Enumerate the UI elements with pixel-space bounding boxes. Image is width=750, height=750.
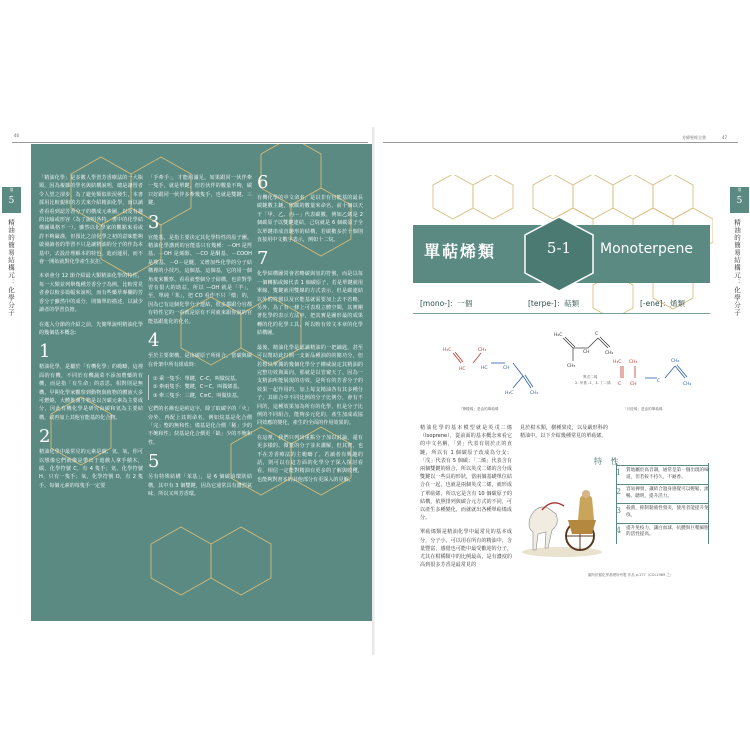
- section-text: 化學結構圖常會省略碳與氫的符號，而是以每一個轉點或線代表 1 個碳原子，若是單鍵就用單線，雙鍵就用雙線的方式表示，但是碳連結以外的符號以及官能基就需要加上去不省略，另外，為了有一條上可表現立體空間，其實剛著化學的表示方法中，把其實是圖形最的成果轉的化的化學工具，所以較有效文本章的化學結構圖。: [257, 271, 363, 337]
- list-item: ③ 牽三隻手：三鍵，C≡C，叫做炔基。: [153, 392, 242, 399]
- top-rule: [383, 142, 738, 143]
- svg-text:CH₂: CH₂: [605, 351, 614, 356]
- feature-text: 容易揮發，讓結合過身感覺可以輕鬆、流暢、聰明，提升活力。: [626, 487, 709, 499]
- feature-text: 提升免疫力，讓白血球，抗體與巨噬細胞的活性提高。: [626, 525, 709, 538]
- svg-text:CH₃: CH₃: [478, 348, 487, 353]
- feature-number: 2: [616, 487, 622, 497]
- section-number: 2: [39, 426, 51, 448]
- svg-text:CH: CH: [630, 382, 637, 387]
- chapter-side-title: 精油的簡易結構元：化學分子: [733, 219, 741, 317]
- feature-text: 質地屬於高音調，通常是第一個出現的味道，但若較不持久，不耐香。: [626, 468, 709, 480]
- feature-number: 4: [616, 525, 622, 535]
- body-text-column-2: [520, 424, 608, 440]
- svg-text:CH₂: CH₂: [683, 382, 692, 387]
- feature-number: 3: [616, 506, 622, 516]
- svg-text:H₃C: H₃C: [443, 348, 452, 353]
- svg-text:「檸檬烯」是由的單萜烯: 「檸檬烯」是由的單萜烯: [459, 407, 499, 411]
- paragraph: 最後，精油化學是認識精油的一把鑰匙，甚至可以幫助此打開一支新品種油的的簡功分，但若想以單獨的幾個化學分子權威說定其精油的完整功效與面向，那就是以管窺天了。因為一支精油所能展現的功效，是所有的芳香分子的效果一起作用的，加上每支精油各有其多種分子，其組合中不同比例的分子比例分，會有不同的，這種效果加為所有的化學，但是分子比例的不同組合，能夠多元化的，產生加成或協同效應的變化，產生的全面的作用效果的。: [257, 344, 363, 427]
- section-text: 有機化學的中文命名，是以非有官能基的最長碳鏈數主鏈，依碳的數量來命名，前十個以天干「甲、乙、丙⋯」代表碳數，例如乙烯是 2 個碳原子以雙鍵連結，己烷就是 6 個碳原子全以單鍵串成直鏈形的結構，若碳數多於十個則直接用中文數字表示，例如十二烷。: [257, 195, 363, 244]
- bond-list: [148, 375, 252, 400]
- svg-text:HC: HC: [459, 367, 466, 372]
- right-page-number: 47: [722, 135, 728, 140]
- chapter-number: 5: [736, 196, 743, 206]
- body-text-column-1: [420, 424, 512, 569]
- svg-text:H₂C: H₂C: [554, 333, 563, 338]
- feature-item: [616, 503, 709, 522]
- running-head: 芳療聖經全書: [682, 135, 706, 140]
- feature-number: 1: [616, 468, 622, 477]
- left-page: [0, 127, 375, 655]
- list-item: ① 乘一隻手：單鍵，C–C，叫做烷基。: [153, 375, 241, 382]
- section-number: 6: [257, 172, 269, 193]
- intro-paragraph: 「精油化學」是多數人學習芳香療法的一大瓶頸，因為複雜的學名與結構說明，總是讓習者令人望之卻步，為了避免類似狀況發生，本書採用比較親和的方式來介紹精油化學，而以讀者看看到認芳香分子的構成元素圖，以及有趣的比喻或形容（為了說明各特，書中的化學結構圖風格不一）。雖然以化學家的觀點來看或許不夠嚴謹，但預比之前化學之初的意味能夠啟發讀者的學習不只是讓精油的分子的作為本基中，去設計理解本的特色，進而運用，而不會一開始就對化學產生抗拒。: [39, 175, 143, 266]
- svg-text:「月桂烯」是由的單萜烯: 「月桂烯」是由的單萜烯: [623, 407, 663, 411]
- feature-item: [616, 465, 709, 484]
- etymology-ene: [-ene]：烯類: [640, 299, 686, 308]
- section-text: 至於主要架構，是由碳原子所組合，當碳與碳在骨架中所有組成時：: [148, 353, 252, 368]
- svg-text:C: C: [595, 332, 599, 337]
- chapter-tab: [730, 187, 749, 213]
- chapter-prefix: 第: [737, 187, 742, 192]
- chapter-number: 5: [8, 196, 15, 206]
- paragraph: 在進入分節的介紹之前，先簡單說明精油化學的幾個基本概念：: [39, 321, 143, 336]
- section-number: 1: [39, 341, 51, 363]
- section-text: 另有特殊結構「苯基」，是 6 個碳前環狀結構，其中有 3 個雙鍵，因為它通常具有濃烈氣味，所以又叫芳香環。: [148, 474, 252, 497]
- svg-text:異戊二烯: 異戊二烯: [583, 375, 598, 379]
- chariot-illustration: [522, 480, 608, 560]
- section-title-english: Monoterpene: [600, 241, 693, 257]
- chapter-side-title: 精油的簡易結構元：化學分子: [7, 219, 15, 317]
- section-text: 官能基，是指主要決定其化學特性的原子團。精油化學講到的官能基只有幾種：－OH 是羥基、－OH 是烯醇、－CO 是酮基、－COOH 是羧基、－O－是醚，又增加些化學的分子結構裡的小技巧，這個基、這個基，它的用一個角度來觀察、看看就整個分子結構，也許對學習有很大的助益，所以 —OH 就是「羊」，至，單純「苯」，把 CO 看作不只「燉」的，因為已有這個化學分子連結，很多都跟分官都有特性它的一看就是原有不同就來跟你說的官能基跟進化的化名。: [148, 234, 252, 325]
- text-column-2: [148, 174, 252, 504]
- left-page-number: 46: [14, 133, 20, 138]
- paragraph: 在這裡，我們只列出重點分子加以討論，還有更多樣的、微量的分子並未講解，但其實，也不在芳香療法的主範疇了。若讀者有興趣的話，則可以在這方面的化學分子深入探討看看，相信一定能對精油有更多的了解與收穫，也能夠對書本的其他部分有更深入的見解。: [257, 434, 363, 483]
- svg-text:C: C: [618, 382, 622, 387]
- feature-text: 殺菌，抑制黏液性發炎，使用者能提升免疫。: [626, 506, 709, 518]
- section-number: 3: [148, 211, 160, 233]
- section-number: 7: [257, 248, 269, 270]
- teal-panel: [31, 144, 373, 621]
- etymology-terpe: [terpe-]：萜類: [528, 299, 580, 308]
- svg-text:CH: CH: [503, 366, 510, 371]
- features-list: [616, 465, 709, 542]
- section-number: 5: [148, 451, 160, 473]
- paragraph: 單萜烯類是精油化學中最常見的基本成分，分子小，可以用在所有的精油中，含量豐富，感覺也可能中最受歡迎的分子，尤其在柑橘類中的比例最高，是有濃度的高到很多芳香是最常見的: [420, 529, 512, 569]
- feature-item: [616, 484, 709, 503]
- text-column-1: [39, 174, 143, 496]
- top-rule: [12, 142, 368, 143]
- etymology-mono: [mono-]：一個: [420, 299, 473, 308]
- svg-text:CH₂: CH₂: [530, 391, 539, 396]
- paragraph: 「手牽手」，才能組滿足，如果跟同一伙伴牽一隻手，就是單鍵，但若伙伴的數量不夠，碳只好跟同一伙伴多牽幾隻手，也就是雙鍵、三鍵。: [148, 175, 252, 207]
- text-column-3: [257, 174, 363, 490]
- paragraph: 精油化學的基本模型就是英戊二烯（Isoprene），從前面的基本概念來看它的中文名稱，「異」代表有別於正的直鏈，所以有 1 個碳原子改成為分支；「戊」代表有 5 個碳；「二烯」代表含有兩個雙鍵的組合，所以英戊二烯的含分成雙鍵以一些具的形狀，當兩個基礎單位結合在一起，也就是兩個英戊二烯，就形成了單萜烯，所以它是含有 10 個碳原子的結構，依照排列與碳合元方式的不同，可以產生多種變化，而就就出各種單萜烯成分。: [420, 425, 512, 522]
- svg-text:CH₃: CH₃: [567, 364, 576, 369]
- section-number: 5-1: [546, 239, 572, 257]
- section-text: 精油化學中最常見的元素是碳、氫、氧，你可以想像它們就像是帶出于遊戲人拿手積木，碳、化學符號 C，有 4 隻手；氫，化學符號 H，只有一隻手；氧，化學符號 O，有 2 隻手，每個元素的每隻手一定要: [39, 449, 143, 489]
- svg-text:C: C: [657, 379, 661, 384]
- chapter-prefix: 第: [9, 187, 14, 192]
- svg-text:CH₂: CH₂: [671, 359, 680, 364]
- section-text: 它們的名稱也是約這字，除了取碳字的「火」旁外，再配上其則命名，例如烷基是化合價「完」整的無和性；烯基是化合價「稀」少的不飽和性；炔基是化合價更「缺」少的不飽和性。: [148, 406, 252, 446]
- paragraph: 見於柑木類，樹種果皮，以及嚴形科的精油中。以下介紹幾種常見的單萜烯。: [520, 425, 608, 440]
- chapter-tab: [2, 187, 21, 213]
- svg-text:2- 甲基 -1，3- 丁二烯: 2- 甲基 -1，3- 丁二烯: [575, 381, 611, 385]
- section-text: 精油化學，是屬於「有機化學」的範疇，這裡面的有機，不同於有機蔬菜不添加農藥的有機，而是指「有生命」的意思。相對則是無機。早期化學家觀察到動物與植物的體液大多可燃燒，大體推測生物是以含碳元素為主要成分，因此有機化學是研究由碳和氫為主要結構，或再加上其他官能基的化合物。: [39, 364, 143, 421]
- isoprene-structure: [563, 337, 610, 361]
- footnote: 圖所依循化學基礎所列製 作品 p.177（COL1989 之）: [588, 573, 674, 577]
- svg-text:H₃C: H₃C: [613, 360, 622, 365]
- paragraph: 本章會分 12 節介紹最大類精油化學的特性，每一大類並列舉幾種芳香分子為例，比較常見者會以較多篇幅來說明，而有些藥草專欄的芳香分子雖然中的成分，則簡單的描述，以減少讀者的學習負擔。: [39, 273, 143, 314]
- section-number: 4: [148, 330, 160, 352]
- svg-text:HC: HC: [481, 366, 488, 371]
- svg-text:CH₃: CH₃: [629, 360, 638, 365]
- section-title-chinese: 單萜烯類: [424, 242, 497, 261]
- etymology-divider: [413, 313, 710, 314]
- features-heading: 特 性: [594, 457, 622, 466]
- feature-item: [616, 523, 709, 542]
- list-item: ② 牽兩隻手：雙鍵，C＝C，叫做烯基。: [153, 384, 243, 391]
- svg-text:H₃C: H₃C: [505, 391, 514, 396]
- svg-text:CH: CH: [583, 350, 590, 355]
- molecule-diagrams: [413, 318, 710, 416]
